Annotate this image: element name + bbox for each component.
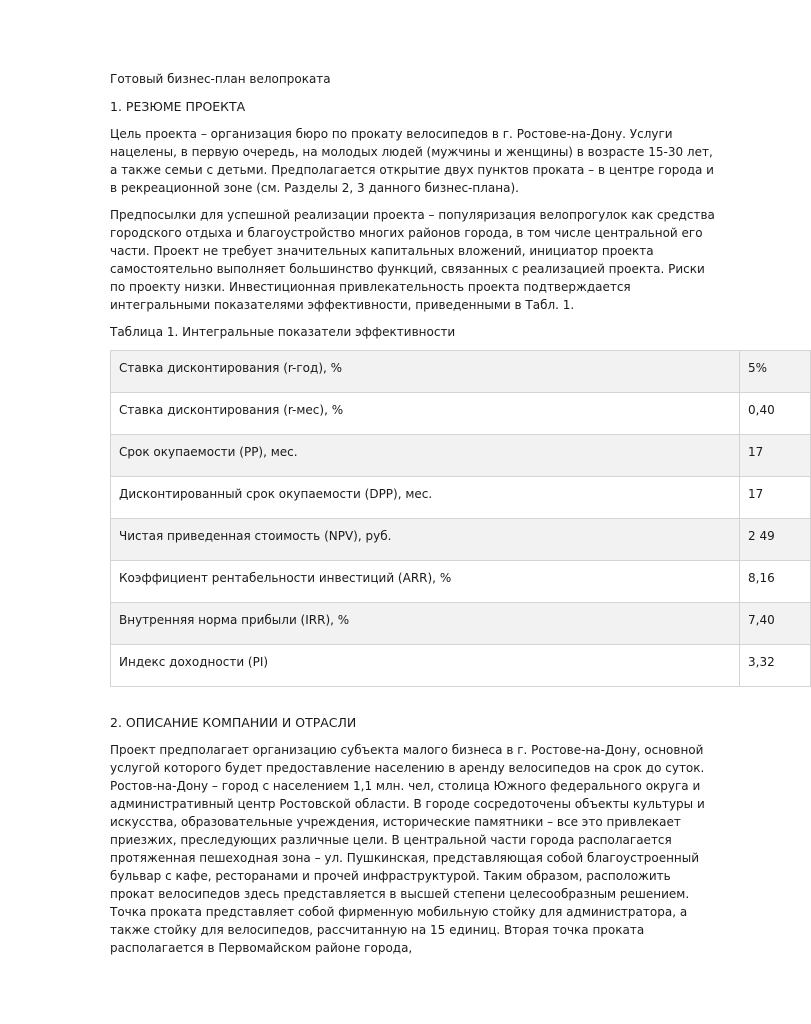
metric-value: 2 49: [740, 519, 811, 561]
metric-label: Дисконтированный срок окупаемости (DPP), мес.: [111, 477, 740, 519]
summary-paragraph-prerequisites: Предпосылки для успешной реализации проекта – популяризация велопрогулок как средства городского отдыха и благоустройство многих районов города, в том числе центральной его части. Проект не требует значительных капитальных вложений, инициатор проекта самостоятельно выполняет большинство функций, связанных с реализацией проекта. Риски по проекту низки. Инвестиционная привлекательность проекта подтверждается интегральными показателями эффективности, приведенными в Табл. 1.: [110, 208, 715, 312]
table-caption: Таблица 1. Интегральные показатели эффективности: [110, 325, 456, 339]
section-heading-summary: 1. РЕЗЮМЕ ПРОЕКТА: [110, 99, 246, 114]
efficiency-metrics-table: [110, 350, 811, 687]
metric-label: Чистая приведенная стоимость (NPV), руб.: [111, 519, 740, 561]
table-row: [111, 561, 811, 603]
metric-value: 0,40: [740, 393, 811, 435]
document-page: [110, 60, 775, 966]
metric-label: Внутренняя норма прибыли (IRR), %: [111, 603, 740, 645]
table-row: [111, 645, 811, 687]
table-row: [111, 603, 811, 645]
section-company-description: [110, 714, 768, 957]
summary-paragraph-goal: Цель проекта – организация бюро по прокату велосипедов в г. Ростове-на-Дону. Услуги нацелены, в первую очередь, на молодых людей (мужчины и женщины) в возрасте 15-30 лет, а также семьи с детьми. Предполагается открытие двух пунктов проката – в центре города и в рекреационной зоне (см. Разделы 2, 3 данного бизнес-плана).: [110, 127, 714, 195]
metric-value: 7,40: [740, 603, 811, 645]
metric-label: Индекс доходности (PI): [111, 645, 740, 687]
metric-value: 3,32: [740, 645, 811, 687]
document-title: Готовый бизнес-план велопроката: [110, 72, 331, 86]
table-row: [111, 393, 811, 435]
metric-label: Ставка дисконтирования (r-год), %: [111, 351, 740, 393]
metric-value: 17: [740, 477, 811, 519]
metric-label: Ставка дисконтирования (r-мес), %: [111, 393, 740, 435]
table-row: [111, 519, 811, 561]
metric-value: 8,16: [740, 561, 811, 603]
metric-value: 5%: [740, 351, 811, 393]
metric-label: Коэффициент рентабельности инвестиций (ARR), %: [111, 561, 740, 603]
table-row: [111, 435, 811, 477]
metric-label: Срок окупаемости (PP), мес.: [111, 435, 740, 477]
table-row: [111, 477, 811, 519]
table-row: [111, 351, 811, 393]
section-heading-company: 2. ОПИСАНИЕ КОМПАНИИ И ОТРАСЛИ: [110, 715, 357, 730]
company-paragraph: Проект предполагает организацию субъекта малого бизнеса в г. Ростове-на-Дону, основной услугой которого будет предоставление населению в аренду велосипедов на срок до суток. Ростов-на-Дону – город с населением 1,1 млн. чел, столица Южного федерального округа и административный центр Ростовской области. В городе сосредоточены объекты культуры и искусства, образовательные учреждения, исторические памятники – все это привлекает приезжих, преследующих различные цели. В центральной части города располагается протяженная пешеходная зона – ул. Пушкинская, представляющая собой благоустроенный бульвар с кафе, ресторанами и прочей инфраструктурой. Таким образом, расположить прокат велосипедов здесь представляется в высшей степени целесообразным решением. Точка проката представляет собой фирменную мобильную стойку для администратора, а также стойку для велосипедов, рассчитанную на 15 единиц. Вторая точка проката располагается в Первомайском районе города,: [110, 743, 705, 955]
metric-value: 17: [740, 435, 811, 477]
